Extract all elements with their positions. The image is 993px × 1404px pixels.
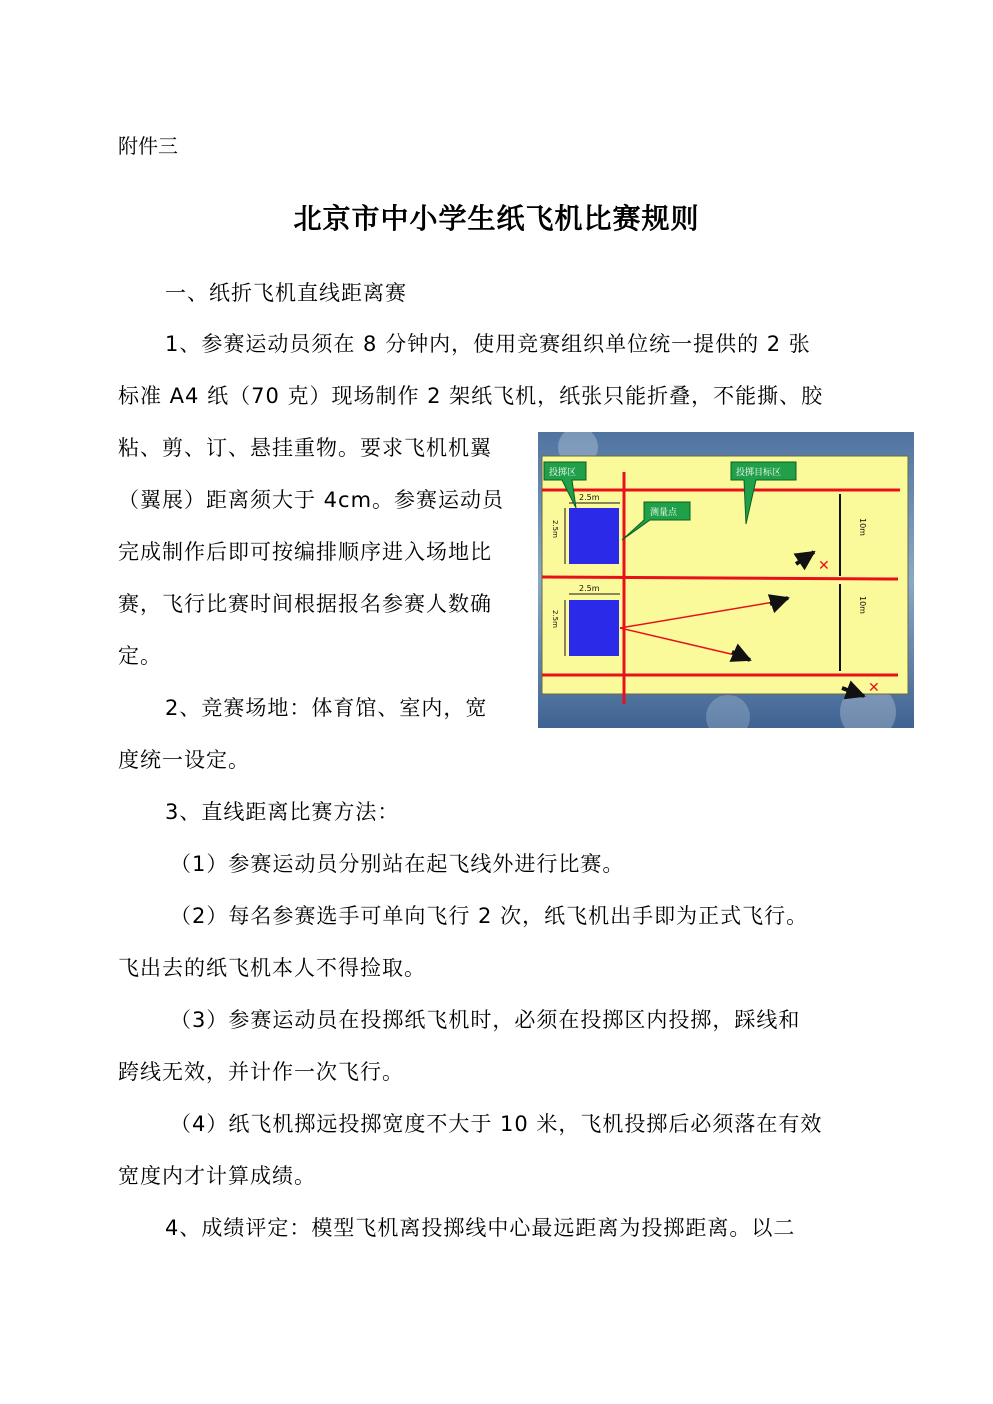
box-height-bottom-label: 2.5m [551,610,559,628]
invalid-mark-upper: ✕ [818,558,830,574]
attachment-label: 附件三 [118,134,178,158]
throw-box-top [569,508,619,564]
paragraph-line: 飞出去的纸飞机本人不得捡取。 [118,956,426,980]
paragraph-line: 完成制作后即可按编排顺序进入场地比 [118,540,492,564]
paragraph-line: （1）参赛运动员分别站在起飞线外进行比赛。 [170,852,625,876]
lane-width-top-label: 10m [858,518,867,536]
paragraph-line: 标准 A4 纸（70 克）现场制作 2 架纸飞机，纸张只能折叠，不能撕、胶 [118,384,824,408]
paragraph-line: 粘、剪、订、悬挂重物。要求飞机机翼 [118,436,492,460]
invalid-mark-outside: ✕ [868,680,880,696]
box-width-bottom-label: 2.5m [579,584,600,593]
paragraph-line: 赛，飞行比赛时间根据报名参赛人数确 [118,592,492,616]
paragraph-line: 跨线无效，并计作一次飞行。 [118,1060,404,1084]
callout-measure-point-label: 测量点 [650,508,678,518]
paragraph-line: （4）纸飞机掷远投掷宽度不大于 10 米，飞机投掷后必须落在有效 [170,1112,823,1136]
section-heading: 一、纸折飞机直线距离赛 [165,281,407,305]
paragraph-line: （2）每名参赛选手可单向飞行 2 次，纸飞机出手即为正式飞行。 [170,904,809,928]
boundary-line-middle [542,577,898,579]
paragraph-line: 1、参赛运动员须在 8 分钟内，使用竞赛组织单位统一提供的 2 张 [165,332,811,356]
paragraph-line: 度统一设定。 [118,748,250,772]
callout-target-zone-label: 投掷目标区 [736,468,782,478]
throw-box-bottom [569,600,619,656]
box-width-top-label: 2.5m [579,493,600,502]
paragraph-line: 定。 [118,644,162,668]
paragraph-line: （3）参赛运动员在投掷纸飞机时，必须在投掷区内投掷，踩线和 [170,1008,801,1032]
field-area [542,456,908,694]
paragraph-line: 宽度内才计算成绩。 [118,1164,316,1188]
lane-width-bottom-label: 10m [858,596,867,614]
page-title: 北京市中小学生纸飞机比赛规则 [293,201,700,235]
section-heading: 3、直线距离比赛方法： [165,800,400,824]
paragraph-line: （翼展）距离须大于 4cm。参赛运动员 [118,488,505,512]
box-height-top-label: 2.5m [551,520,559,538]
callout-throw-zone-label: 投掷区 [549,468,577,478]
paragraph-line: 2、竞赛场地：体育馆、室内，宽 [165,696,488,720]
paragraph-line: 4、成绩评定：模型飞机离投掷线中心最远距离为投掷距离。以二 [165,1216,796,1240]
field-diagram [538,432,914,728]
